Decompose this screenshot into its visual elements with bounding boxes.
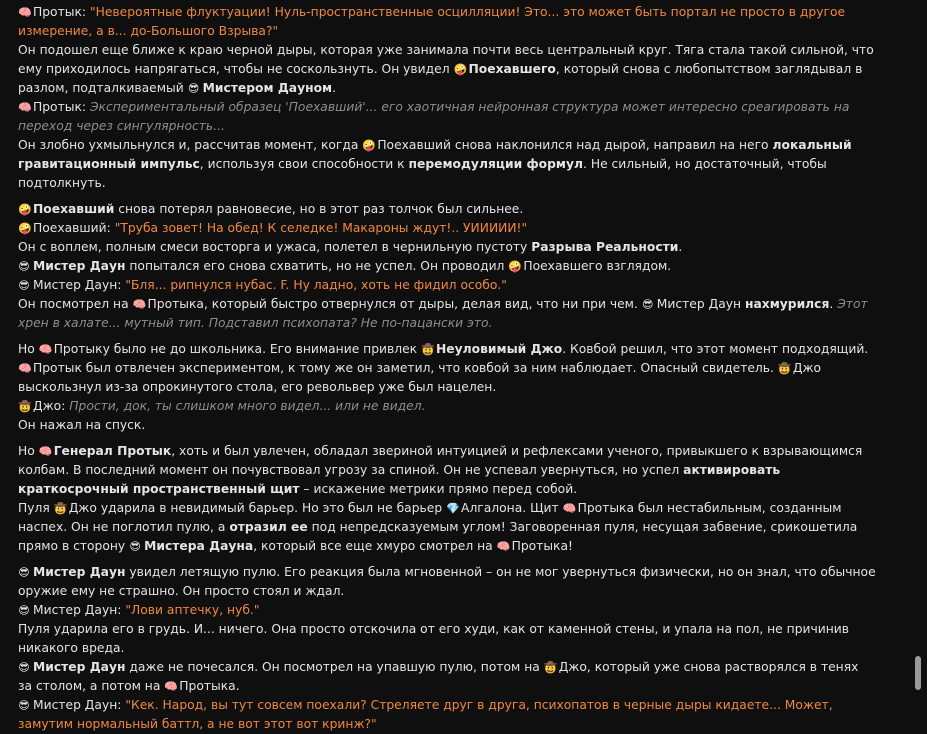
message — [18, 98, 876, 136]
scrollbar-thumb[interactable] — [915, 656, 921, 690]
message — [18, 3, 876, 41]
sunglasses-face-icon: 😎 — [18, 604, 30, 617]
cowboy-icon: 🤠 — [777, 362, 792, 375]
crazy-face-icon: 🤪 — [362, 139, 377, 152]
brain-icon: 🧠 — [496, 540, 511, 553]
message — [18, 601, 876, 620]
message — [18, 397, 876, 416]
message — [18, 219, 876, 238]
narration: Но 🧠Протыку было не до школьника. Его внимание привлек 🤠Неуловимый Джо. Ковбой решил, что этот момент подходящий. 🧠Протык был отвлечен экспериментом, к тому же он заметил, что ковбой за ним наблюдает. Опасный свидетель. 🤠Джо выскользнул из-за опрокинутого стола, его револьвер уже был нацелен. — [18, 342, 869, 394]
brain-icon: 🧠 — [18, 101, 32, 114]
quote-text: "Бля... рипнулся нубас. F. Ну ладно, хоть не фидил особо." — [125, 278, 507, 292]
narration: Он нажал на спуск. — [18, 418, 146, 432]
narration: Он подошел еще ближе к краю черной дыры, которая уже занимала почти весь центральный круг. Тяга стала такой сильной, что ему приходилось напрягаться, чтобы не соскользнуть. Он увидел 🤪Поехавшего, который снова с любопытством заглядывал в разлом, подталкиваемый 😎 Мистером Дауном. — [18, 41, 876, 98]
speaker-name: Мистер Даун: — [33, 603, 122, 617]
brain-icon: 🧠 — [18, 362, 32, 375]
speaker-name: Мистер Даун: — [33, 698, 122, 712]
sunglasses-face-icon: 😎 — [18, 699, 30, 712]
chat-transcript — [18, 3, 876, 734]
speaker-name: Мистер Даун: — [33, 278, 122, 292]
narration: 😎 Мистер Даун попытался его снова схватить, но не успел. Он проводил 🤪Поехавшего взглядом. — [18, 257, 876, 276]
cowboy-icon: 🤠 — [18, 400, 32, 413]
narration: Пуля 🤠Джо ударила в невидимый барьер. Но это был не барьер 💎Алгалона. Щит 🧠Протыка был нестабильным, созданным наспех. Он не поглотил пулю, а отразил ее под непредсказуемым углом! Заговоренная пуля, несущая забвение, срикошетила прямо в сторону 😎 Мистера Дауна, который все еще хмуро смотрел на 🧠Протыка! — [18, 499, 876, 556]
crazy-face-icon: 🤪 — [508, 260, 523, 273]
sunglasses-face-icon: 😎 — [642, 298, 654, 311]
diamond-icon: 💎 — [446, 502, 460, 515]
thought-text: Прости, док, ты слишком много видел... или не видел. — [69, 399, 426, 413]
quote-text: "Невероятные флуктуации! Нуль-пространственные осцилляции! Это... это может быть портал не просто в другое измерение, а в... до-Большого Взрыва?" — [18, 5, 846, 38]
message — [18, 696, 876, 734]
thought-text: Экспериментальный образец 'Поехавший'... его хаотичная нейронная структура может интересно среагировать на переход через сингулярность... — [18, 100, 850, 133]
brain-icon: 🧠 — [38, 445, 53, 458]
cowboy-icon: 🤠 — [421, 343, 435, 356]
narration: Но 🧠Генерал Протык, хоть и был увлечен, обладал звериной интуицией и рефлексами ученого, привыкшего к взрывающимся колбам. В последний момент он почувствовал угрозу за спиной. Он не успевал увернуться, но успел активировать краткосрочный пространственный щит – искажение метрики прямо перед собой. — [18, 444, 863, 496]
sunglasses-face-icon: 😎 — [187, 82, 200, 95]
brain-icon: 🧠 — [562, 502, 577, 515]
cowboy-icon: 🤠 — [53, 502, 68, 515]
quote-text: "Труба зовет! На обед! К селедке! Макароны ждут!.. УИИИИИ!" — [114, 221, 528, 235]
crazy-face-icon: 🤪 — [453, 63, 468, 76]
quote-text: "Лови аптечку, нуб." — [125, 603, 260, 617]
sunglasses-face-icon: 😎 — [129, 540, 141, 553]
sunglasses-face-icon: 😎 — [18, 661, 30, 674]
narration: Он злобно ухмыльнулся и, рассчитав момент, когда 🤪Поехавший снова наклонился над дырой, направил на него локальный гравитационный импульс, используя свои способности к перемодуляции формул. Не сильный, но достаточный, чтобы подтолкнуть. — [18, 138, 852, 190]
sunglasses-face-icon: 😎 — [18, 279, 30, 292]
narration: Пуля ударила его в грудь. И... ничего. Она просто отскочила от его худи, как от каменной стены, и упала на пол, не причинив никакого вреда. — [18, 622, 850, 655]
brain-icon: 🧠 — [18, 6, 32, 19]
speaker-name: Протык: — [33, 100, 87, 114]
quote-text: "Кек. Народ, вы тут совсем поехали? Стреляете друг в друга, психопатов в черные дыры кидаете... Может, замутим нормальный баттл, а не вот этот вот кринж?" — [18, 698, 833, 731]
message — [18, 276, 876, 295]
speaker-name: Протык: — [33, 5, 87, 19]
speaker-name: Поехавший: — [33, 221, 111, 235]
narration: 😎 Мистер Даун даже не почесался. Он посмотрел на упавшую пулю, потом на 🤠Джо, который уже снова растворялся в тенях за столом, а потом на 🧠Протыка. — [18, 658, 876, 696]
brain-icon: 🧠 — [132, 298, 147, 311]
narration: 🤪Поехавший снова потерял равновесие, но в этот раз толчок был сильнее. — [18, 200, 876, 219]
brain-icon: 🧠 — [164, 680, 178, 693]
scrollbar[interactable] — [915, 0, 921, 706]
brain-icon: 🧠 — [38, 343, 53, 356]
cowboy-icon: 🤠 — [543, 661, 558, 674]
crazy-face-icon: 🤪 — [18, 203, 32, 216]
sunglasses-face-icon: 😎 — [18, 260, 30, 273]
narration: Он посмотрел на 🧠Протыка, который быстро отвернулся от дыры, делая вид, что ни при чем. 😎 Мистер Даун нахмурился. Этот хрен в халате... мутный тип. Подставил психопата? Не по-пацански это. — [18, 297, 868, 330]
crazy-face-icon: 🤪 — [18, 222, 32, 235]
sunglasses-face-icon: 😎 — [18, 566, 30, 579]
narration: Он с воплем, полным смеси восторга и ужаса, полетел в чернильную пустоту Разрыва Реальности. — [18, 240, 683, 254]
speaker-name: Джо: — [33, 399, 66, 413]
narration: 😎 Мистер Даун увидел летящую пулю. Его реакция была мгновенной – он не мог увернуться физически, но он знал, что обычное оружие ему не страшно. Он просто стоял и ждал. — [18, 565, 876, 598]
